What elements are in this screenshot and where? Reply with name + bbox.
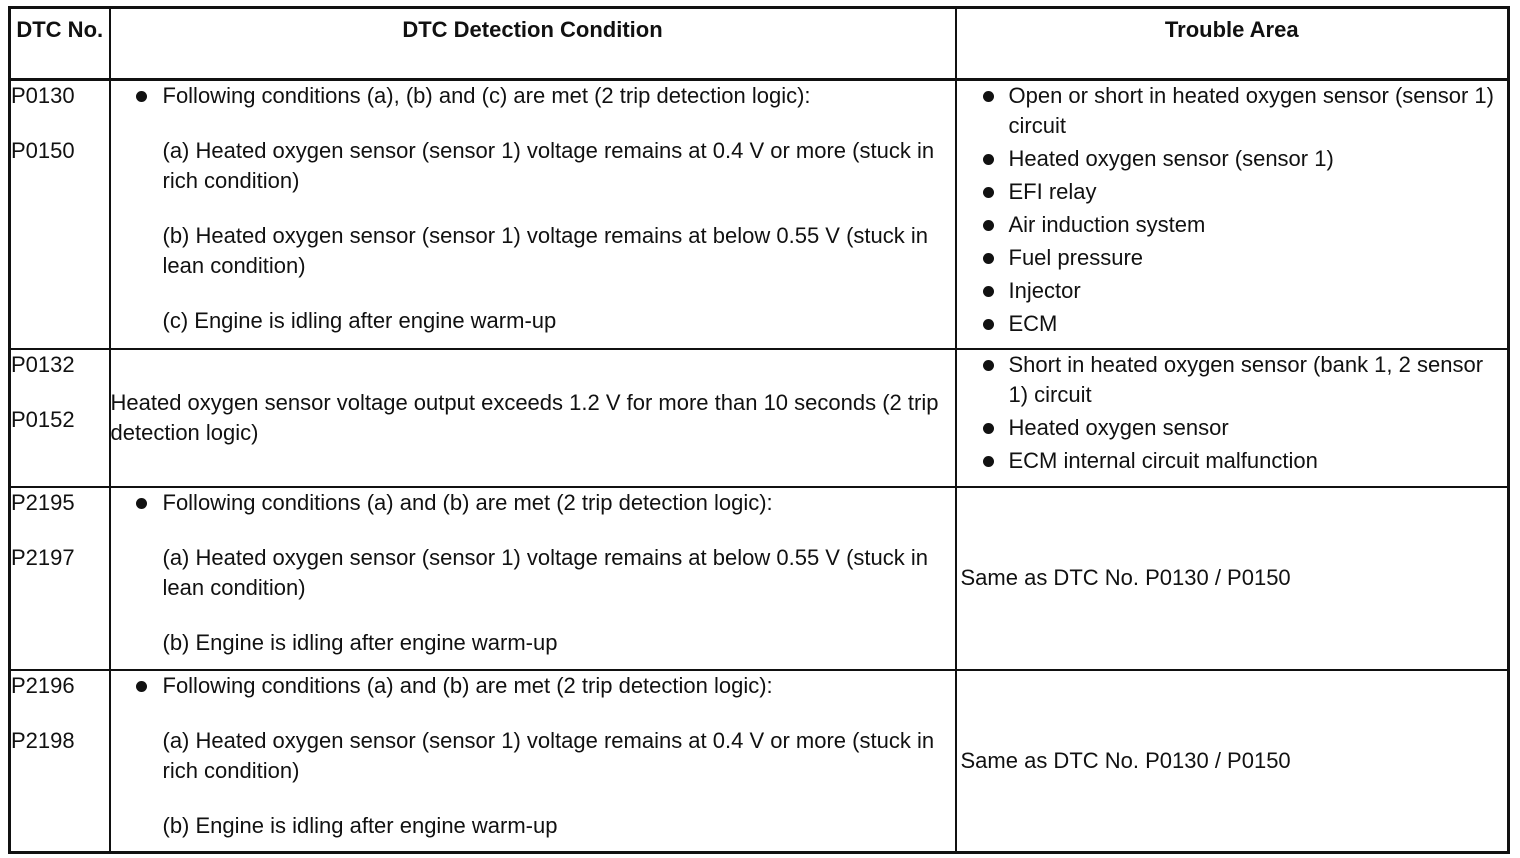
trouble-item-text: Short in heated oxygen sensor (bank 1, 2 sensor 1) circuit — [1008, 351, 1484, 407]
dtc-code: P2195 — [11, 489, 75, 515]
table-row — [10, 670, 1509, 853]
bullet-icon — [983, 91, 994, 102]
trouble-list — [957, 81, 1508, 339]
condition-main-text: Following conditions (a) and (b) are met (2 trip detection logic): — [162, 489, 773, 515]
bullet-icon — [983, 456, 994, 467]
condition-main — [111, 488, 955, 518]
trouble-list — [957, 350, 1508, 476]
condition-main — [111, 671, 955, 701]
trouble-item-text: ECM — [1008, 311, 1058, 336]
condition-sub: (b) Heated oxygen sensor (sensor 1) voltage remains at below 0.55 V (stuck in lean condition) — [162, 223, 928, 278]
dtc-code: P0132 — [11, 351, 75, 377]
bullet-icon — [983, 423, 994, 434]
trouble-item — [957, 413, 1508, 443]
dtc-code: P0130 — [11, 83, 75, 108]
condition-main-text: Following conditions (a) and (b) are met (2 trip detection logic): — [162, 672, 773, 698]
bullet-icon — [983, 220, 994, 231]
trouble-item-text: Fuel pressure — [1008, 245, 1144, 270]
condition-sub: (a) Heated oxygen sensor (sensor 1) voltage remains at 0.4 V or more (stuck in rich condition) — [162, 138, 935, 193]
condition-sub: (b) Engine is idling after engine warm-up — [162, 812, 558, 838]
bullet-icon — [983, 154, 994, 165]
dtc-code: P2197 — [11, 544, 75, 570]
trouble-item-text: Open or short in heated oxygen sensor (sensor 1) circuit — [1008, 83, 1494, 138]
trouble-item — [957, 276, 1508, 306]
bullet-icon — [983, 286, 994, 297]
dtc-code: P0150 — [11, 138, 75, 163]
dtc-code: P2196 — [11, 672, 75, 698]
trouble-item — [957, 243, 1508, 273]
condition-main-text: Following conditions (a), (b) and (c) are met (2 trip detection logic): — [162, 83, 811, 108]
trouble-item-text: EFI relay — [1008, 179, 1097, 204]
table-row — [10, 487, 1509, 670]
condition-sub: (c) Engine is idling after engine warm-up — [162, 308, 557, 333]
header-trouble-area: Trouble Area — [956, 8, 1509, 80]
condition-cell — [110, 670, 956, 853]
condition-sub: (b) Engine is idling after engine warm-up — [162, 629, 558, 655]
condition-cell: Heated oxygen sensor voltage output exceeds 1.2 V for more than 10 seconds (2 trip detection logic) — [110, 349, 956, 487]
dtc-codes-cell — [10, 487, 110, 670]
trouble-item-text: Air induction system — [1008, 212, 1206, 237]
trouble-item — [957, 350, 1508, 410]
bullet-icon — [136, 498, 147, 509]
trouble-item — [957, 144, 1508, 174]
condition-main — [111, 81, 955, 111]
dtc-codes-cell — [10, 670, 110, 853]
header-dtc-no: DTC No. — [10, 8, 110, 80]
trouble-item-text: Heated oxygen sensor (sensor 1) — [1008, 146, 1334, 171]
condition-sub: (a) Heated oxygen sensor (sensor 1) voltage remains at below 0.55 V (stuck in lean condition) — [162, 544, 928, 600]
trouble-item — [957, 81, 1508, 141]
dtc-codes-cell — [10, 349, 110, 487]
bullet-icon — [983, 253, 994, 264]
bullet-icon — [136, 91, 147, 102]
table-row — [10, 80, 1509, 349]
bullet-icon — [983, 319, 994, 330]
trouble-item-text: Injector — [1008, 278, 1081, 303]
condition-sub: (a) Heated oxygen sensor (sensor 1) voltage remains at 0.4 V or more (stuck in rich condition) — [162, 727, 935, 783]
dtc-code: P2198 — [11, 727, 75, 753]
bullet-icon — [983, 187, 994, 198]
trouble-item-text: ECM internal circuit malfunction — [1008, 447, 1318, 473]
trouble-item — [957, 309, 1508, 339]
header-row — [10, 8, 1509, 80]
trouble-item-text: Heated oxygen sensor — [1008, 414, 1229, 440]
dtc-codes-cell — [10, 80, 110, 349]
condition-cell — [110, 487, 956, 670]
trouble-area-cell: Same as DTC No. P0130 / P0150 — [956, 487, 1509, 670]
bullet-icon — [983, 360, 994, 371]
condition-cell — [110, 80, 956, 349]
dtc-table — [8, 6, 1510, 854]
bullet-icon — [136, 681, 147, 692]
trouble-area-cell: Same as DTC No. P0130 / P0150 — [956, 670, 1509, 853]
trouble-item — [957, 210, 1508, 240]
table-row — [10, 349, 1509, 487]
header-condition: DTC Detection Condition — [110, 8, 956, 80]
trouble-area-cell — [956, 349, 1509, 487]
trouble-item — [957, 177, 1508, 207]
trouble-item — [957, 446, 1508, 476]
dtc-code: P0152 — [11, 406, 75, 432]
trouble-area-cell — [956, 80, 1509, 349]
